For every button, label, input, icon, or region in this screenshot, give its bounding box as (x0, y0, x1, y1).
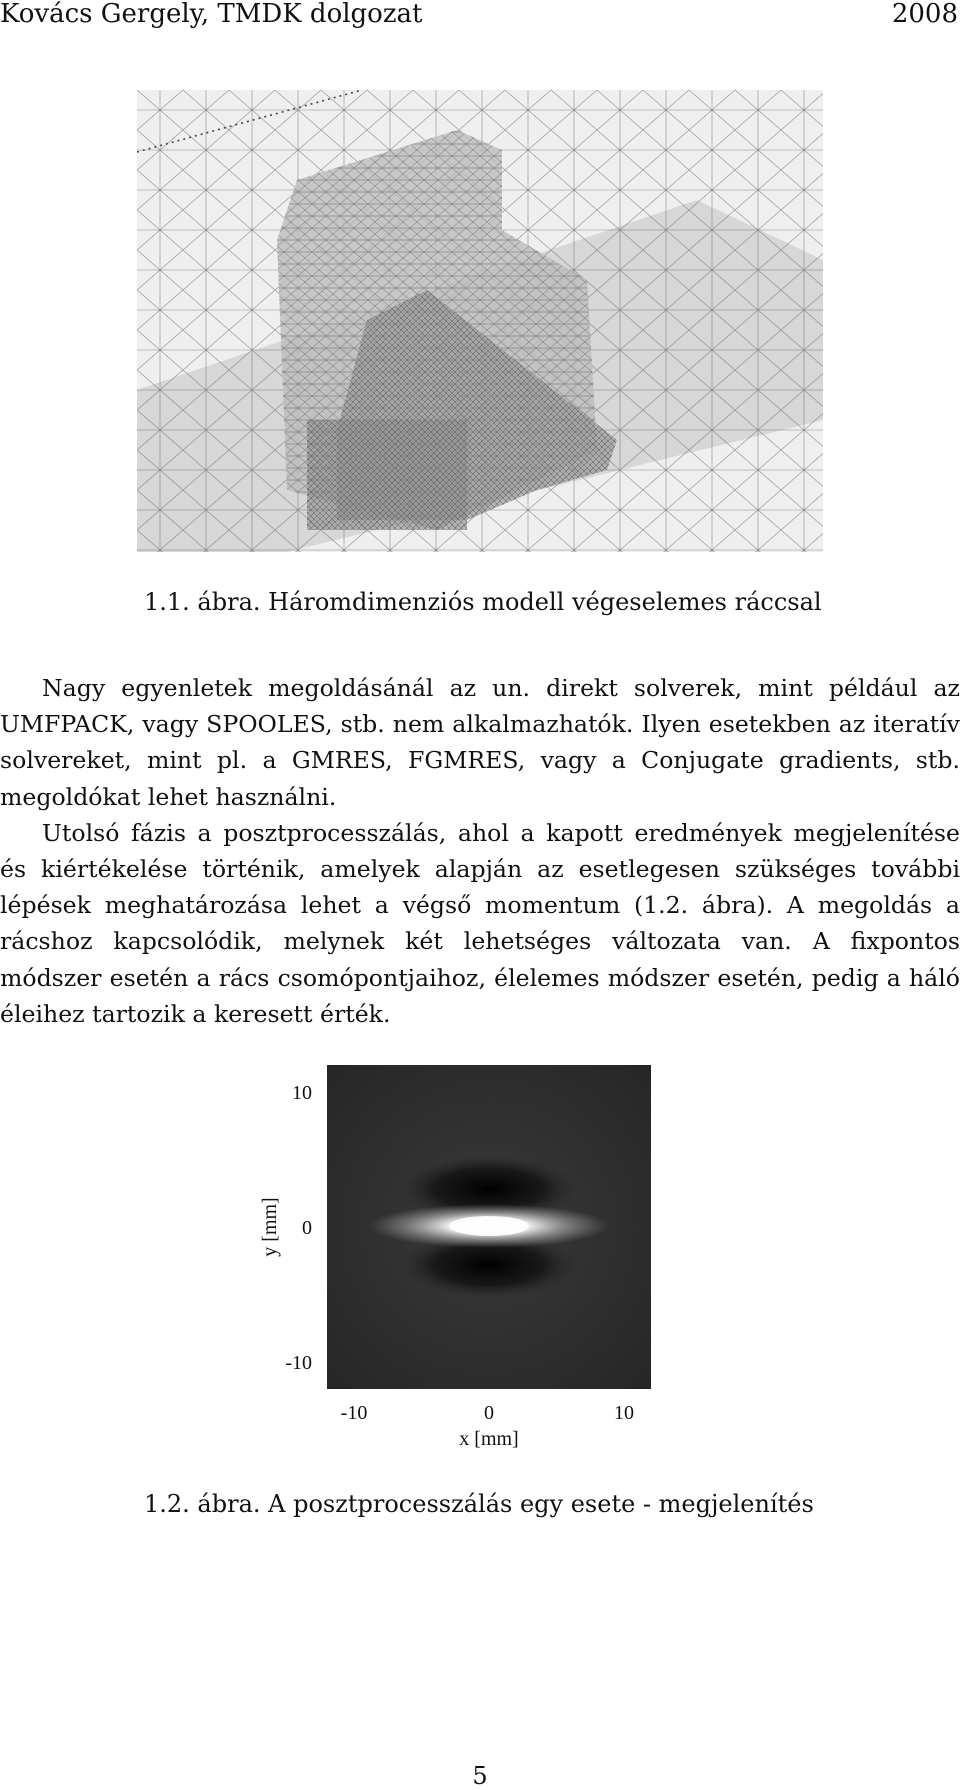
paragraph-solvers: Nagy egyenletek megoldásánál az un. direkt solverek, mint például az UMFPACK, vagy SPOOLES, stb. nem alkalmazhatók. Ilyen esetekben az iteratív solvereket, mint pl. a GMRES, FGMRES, vagy a Conjugate gradients, stb. megoldókat lehet használni. (0, 674, 960, 811)
figure2-caption: 1.2. ábra. A posztprocesszálás egy esete - megjelenítés (144, 1490, 814, 1518)
y-axis-label: y [mm] (259, 1197, 281, 1257)
mesh-image (137, 90, 823, 552)
figure-heatmap (240, 1065, 680, 1465)
heatmap-chart (240, 1065, 680, 1465)
figure-3d-mesh-model (137, 90, 823, 552)
x-tick-label: 10 (614, 1402, 634, 1424)
page-number: 5 (472, 1762, 488, 1790)
y-tick-label: -10 (285, 1352, 312, 1374)
header-year: 2008 (891, 0, 958, 29)
x-tick-label: 0 (484, 1402, 494, 1424)
header-author: Kovács Gergely, TMDK dolgozat (0, 0, 423, 29)
heatmap-bright-core (449, 1216, 529, 1236)
x-axis-label: x [mm] (459, 1428, 519, 1450)
paragraph-postprocessing: Utolsó fázis a posztprocesszálás, ahol a kapott eredmények megjelenítése és kiértékelése történik, amelyek alapján az esetlegesen szükséges további lépések meghatározása lehet a végső momentum (1.2. ábra). A megoldás a rácshoz kapcsolódik, melynek két lehetséges változata van. A fixpontos módszer esetén a rács csomópontjaihoz, élelemes módszer esetén, pedig a háló éleihez tartozik a keresett érték. (0, 818, 960, 1028)
y-tick-label: 10 (292, 1082, 312, 1104)
figure1-caption: 1.1. ábra. Háromdimenziós modell végeselemes ráccsal (144, 588, 822, 616)
y-tick-label: 0 (302, 1217, 312, 1239)
page-header (0, 0, 960, 32)
x-tick-label: -10 (340, 1402, 368, 1424)
body-text (0, 670, 960, 1032)
